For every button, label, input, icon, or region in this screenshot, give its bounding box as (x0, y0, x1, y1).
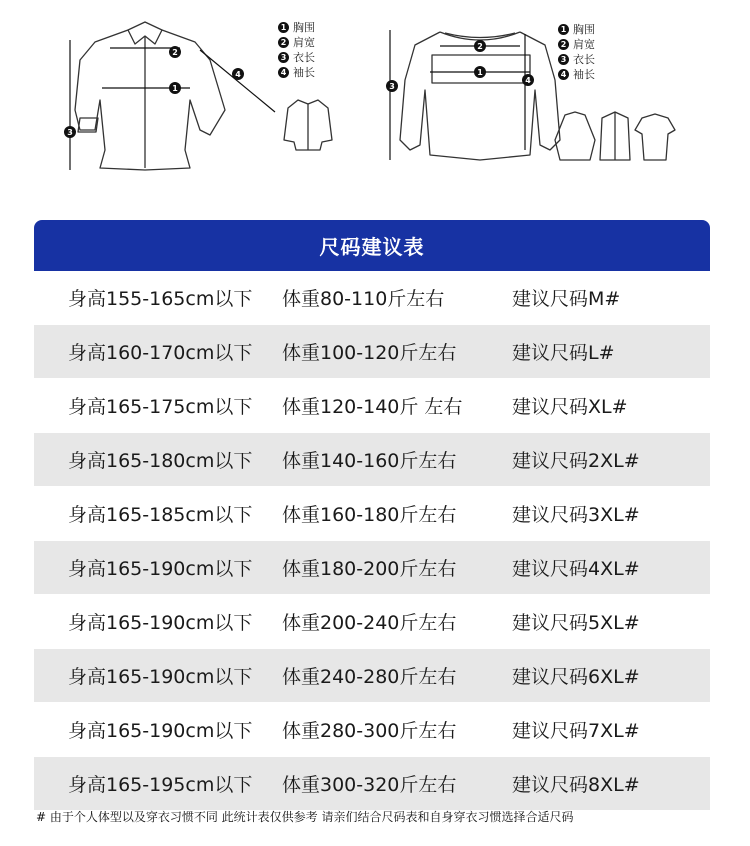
height-cell: 身高165-190cm以下 (68, 720, 253, 742)
size-cell: 建议尺码4XL# (512, 558, 640, 580)
legend-number: 2 (278, 37, 289, 48)
sweater-legend (558, 22, 595, 82)
legend-label: 肩宽 (573, 38, 595, 51)
size-cell: 建议尺码2XL# (512, 450, 640, 472)
size-cell: 建议尺码8XL# (512, 774, 640, 796)
marker-4: 4 (235, 70, 241, 79)
legend-item (558, 52, 595, 67)
height-cell: 身高165-190cm以下 (68, 666, 253, 688)
weight-cell: 体重120-140斤 左右 (282, 396, 463, 418)
size-cell: 建议尺码5XL# (512, 612, 640, 634)
legend-number: 3 (278, 52, 289, 63)
table-row (34, 271, 710, 325)
legend-number: 1 (278, 22, 289, 33)
marker-2: 2 (477, 42, 483, 51)
sweater-illustration (380, 0, 720, 200)
size-cell: 建议尺码6XL# (512, 666, 640, 688)
sweater-diagram (380, 0, 720, 200)
legend-item (278, 65, 315, 80)
shirt-diagram (50, 0, 370, 200)
legend-number: 4 (558, 69, 569, 80)
height-cell: 身高165-195cm以下 (68, 774, 253, 796)
weight-cell: 体重140-160斤左右 (282, 450, 457, 472)
height-cell: 身高165-190cm以下 (68, 558, 253, 580)
marker-1: 1 (172, 84, 178, 93)
shirt-illustration (50, 0, 370, 200)
marker-3: 3 (67, 128, 73, 137)
legend-item (558, 37, 595, 52)
size-cell: 建议尺码3XL# (512, 504, 640, 526)
weight-cell: 体重100-120斤左右 (282, 342, 457, 364)
legend-label: 胸围 (573, 23, 595, 36)
table-row (34, 325, 710, 379)
weight-cell: 体重80-110斤左右 (282, 288, 445, 310)
height-cell: 身高160-170cm以下 (68, 342, 253, 364)
table-row (34, 379, 710, 433)
size-cell: 建议尺码XL# (512, 396, 628, 418)
legend-item (278, 20, 315, 35)
table-row (34, 541, 710, 595)
marker-1: 1 (477, 68, 483, 77)
legend-number: 4 (278, 67, 289, 78)
legend-label: 袖长 (573, 68, 595, 81)
legend-label: 袖长 (293, 66, 315, 79)
table-row (34, 433, 710, 487)
height-cell: 身高165-175cm以下 (68, 396, 253, 418)
weight-cell: 体重200-240斤左右 (282, 612, 457, 634)
legend-item (278, 50, 315, 65)
legend-label: 胸围 (293, 21, 315, 34)
legend-label: 衣长 (573, 53, 595, 66)
table-row (34, 487, 710, 541)
legend-label: 衣长 (293, 51, 315, 64)
table-row (34, 757, 710, 811)
height-cell: 身高155-165cm以下 (68, 288, 253, 310)
table-row (34, 595, 710, 649)
size-cell: 建议尺码M# (512, 288, 621, 310)
size-cell: 建议尺码L# (512, 342, 615, 364)
legend-number: 1 (558, 24, 569, 35)
height-cell: 身高165-180cm以下 (68, 450, 253, 472)
shirt-legend (278, 20, 315, 80)
height-cell: 身高165-185cm以下 (68, 504, 253, 526)
marker-3: 3 (389, 82, 395, 91)
disclaimer-footnote: # 由于个人体型以及穿衣习惯不同 此统计表仅供参考 请亲们结合尺码表和自身穿衣习惯选择合适尺码 (36, 810, 574, 824)
weight-cell: 体重240-280斤左右 (282, 666, 457, 688)
weight-cell: 体重300-320斤左右 (282, 774, 457, 796)
legend-number: 2 (558, 39, 569, 50)
measurement-diagrams (0, 0, 750, 200)
marker-2: 2 (172, 48, 178, 57)
legend-item (558, 67, 595, 82)
marker-4: 4 (525, 76, 531, 85)
height-cell: 身高165-190cm以下 (68, 612, 253, 634)
weight-cell: 体重180-200斤左右 (282, 558, 457, 580)
table-row (34, 649, 710, 703)
table-title: 尺码建议表 (34, 220, 710, 271)
legend-item (558, 22, 595, 37)
size-recommendation-table (34, 220, 710, 811)
legend-number: 3 (558, 54, 569, 65)
table-row (34, 703, 710, 757)
size-cell: 建议尺码7XL# (512, 720, 640, 742)
weight-cell: 体重280-300斤左右 (282, 720, 457, 742)
weight-cell: 体重160-180斤左右 (282, 504, 457, 526)
legend-item (278, 35, 315, 50)
legend-label: 肩宽 (293, 36, 315, 49)
